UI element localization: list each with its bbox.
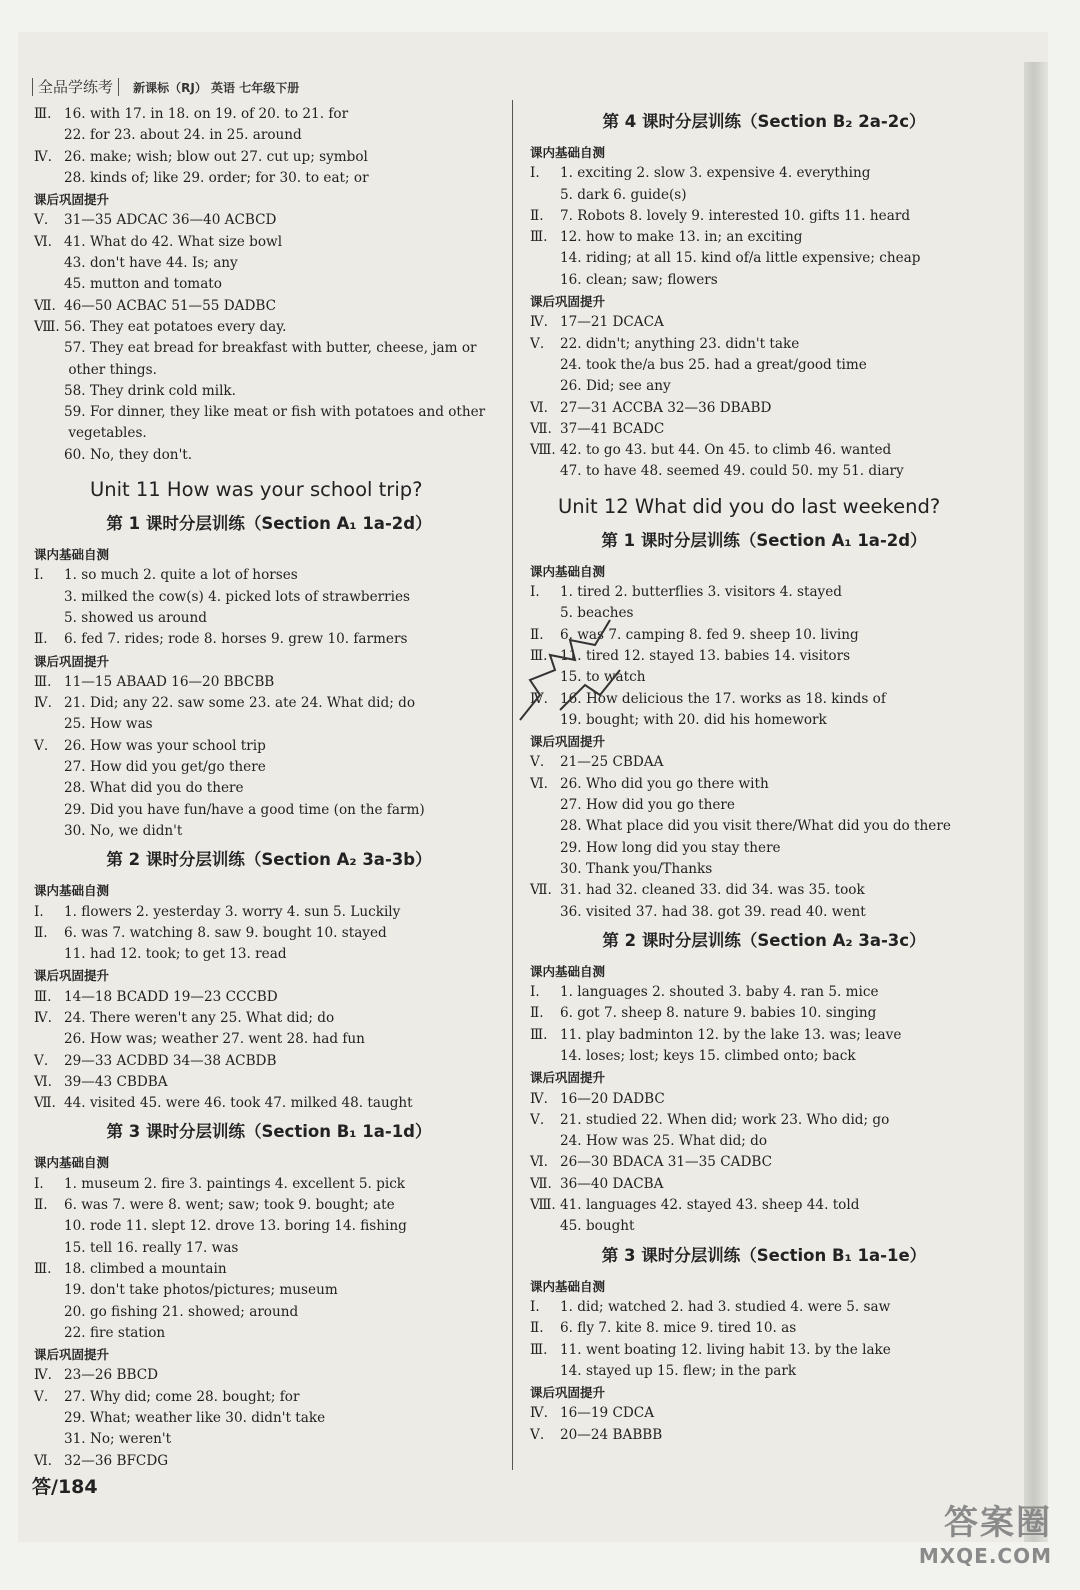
row-answers: 19. don't take photos/pictures; museum	[64, 1282, 338, 1299]
row-answers: 27—31 ACCBA 32—36 DBABD	[560, 399, 772, 416]
subsection-heading: 课后巩固提升	[34, 1347, 110, 1363]
subsection-heading: 课内基础自测	[34, 1155, 110, 1171]
row-answers: 12. how to make 13. in; an exciting	[560, 229, 803, 246]
row-answers: 27. How did you go there	[560, 797, 735, 814]
book-brand: 全品学练考	[32, 78, 119, 96]
answer-row	[530, 1195, 998, 1216]
row-answers: 24. How was 25. What did; do	[560, 1133, 768, 1150]
row-answers: 14. riding; at all 15. kind of/a little expensive; cheap	[560, 250, 921, 267]
row-answers: 10. rode 11. slept 12. drove 13. boring 14. fishing	[64, 1218, 407, 1235]
answer-row	[34, 1280, 504, 1301]
unit-title: Unit 12 What did you do last weekend?	[558, 494, 941, 518]
row-answers: 1. did; watched 2. had 3. studied 4. were 5. saw	[560, 1298, 891, 1315]
row-answers: 25. How was	[64, 716, 153, 733]
answer-row	[34, 381, 504, 402]
row-numeral: Ⅱ.	[34, 631, 48, 648]
row-answers: 23—26 BBCD	[64, 1367, 159, 1384]
answer-row	[34, 1072, 504, 1093]
answer-row	[34, 757, 504, 778]
answer-row	[530, 227, 998, 248]
answer-row	[34, 296, 504, 317]
row-numeral: Ⅴ.	[530, 1426, 545, 1443]
lesson-heading: 第 2 课时分层训练（Section A₂ 3a-3b）	[106, 850, 432, 870]
row-answers: 26. Did; see any	[560, 378, 671, 395]
answer-row	[34, 1093, 504, 1114]
row-numeral: Ⅴ.	[530, 1111, 545, 1128]
row-answers: 22. fire station	[64, 1324, 166, 1341]
row-answers: 6. fly 7. kite 8. mice 9. tired 10. as	[560, 1320, 797, 1337]
answer-row	[34, 693, 504, 714]
row-answers: 27. Why did; come 28. bought; for	[64, 1388, 300, 1405]
row-numeral: Ⅷ.	[530, 1197, 556, 1214]
row-answers: 3. milked the cow(s) 4. picked lots of strawberries	[64, 588, 410, 605]
page-number: 答/184	[32, 1476, 98, 1498]
row-answers: 28. kinds of; like 29. order; for 30. to eat; or	[64, 169, 369, 186]
answer-row	[530, 816, 998, 837]
row-answers: 36—40 DACBA	[560, 1175, 664, 1192]
unit-title: Unit 11 How was your school trip?	[90, 478, 423, 502]
row-numeral: Ⅶ.	[34, 297, 56, 314]
subsection-heading: 课内基础自测	[34, 547, 110, 563]
answer-row	[530, 1152, 998, 1173]
row-answers: 41. What do 42. What size bowl	[64, 233, 283, 250]
row-answers: 26. Who did you go there with	[560, 775, 769, 792]
answer-row	[34, 778, 504, 799]
answer-row	[34, 1387, 504, 1408]
row-answers: 20—24 BABBB	[560, 1426, 663, 1443]
row-answers: 22. didn't; anything 23. didn't take	[560, 335, 800, 352]
page-header	[32, 76, 299, 97]
row-answers: 46—50 ACBAC 51—55 DADBC	[64, 297, 277, 314]
row-answers: 36. visited 37. had 38. got 39. read 40. went	[560, 903, 866, 920]
row-answers: 1. exciting 2. slow 3. expensive 4. everything	[560, 165, 871, 182]
row-numeral: Ⅲ.	[34, 988, 52, 1005]
row-answers: 57. They eat bread for breakfast with butter, cheese, jam or	[64, 340, 477, 357]
row-answers: 1. flowers 2. yesterday 3. worry 4. sun 5. Luckily	[64, 903, 401, 920]
lesson-heading: 第 4 课时分层训练（Section B₂ 2a-2c）	[602, 112, 926, 131]
answer-row	[34, 565, 504, 586]
row-numeral: Ⅱ.	[530, 626, 544, 643]
subsection-heading: 课后巩固提升	[530, 294, 606, 310]
watermark-url: MXQE.COM	[918, 1544, 1052, 1568]
answer-row	[34, 1238, 504, 1259]
row-answers: 6. got 7. sheep 8. nature 9. babies 10. singing	[560, 1005, 877, 1022]
row-answers: 28. What did you do there	[64, 780, 244, 797]
row-numeral: Ⅶ.	[34, 1095, 56, 1112]
row-answers: 31—35 ADCAC 36—40 ACBCD	[64, 212, 277, 229]
row-numeral: Ⅱ.	[530, 1005, 544, 1022]
answer-row	[34, 1259, 504, 1280]
watermark-logo: 答案圈	[944, 1503, 1052, 1543]
answer-row	[530, 1174, 998, 1195]
row-answers: 20. go fishing 21. showed; around	[64, 1303, 299, 1320]
answer-row	[34, 714, 504, 735]
row-answers: 19. bought; with 20. did his homework	[560, 711, 827, 728]
answer-row	[34, 1365, 504, 1386]
answer-row	[34, 672, 504, 693]
row-numeral: Ⅰ.	[34, 903, 44, 920]
subsection-heading: 课内基础自测	[530, 963, 606, 979]
row-numeral: Ⅰ.	[34, 1175, 44, 1192]
row-answers: 6. fed 7. rides; rode 8. horses 9. grew 10. farmers	[64, 631, 408, 648]
row-numeral: Ⅲ.	[34, 106, 52, 122]
row-numeral: Ⅳ.	[34, 148, 52, 165]
answer-row	[34, 210, 504, 231]
answer-row	[34, 902, 504, 923]
page-edge	[1024, 62, 1048, 1542]
subsection-heading: 课后巩固提升	[530, 1385, 606, 1401]
row-answers: 30. Thank you/Thanks	[560, 860, 713, 877]
answer-row	[34, 608, 504, 629]
answer-row	[530, 902, 998, 923]
subsection-heading: 课后巩固提升	[530, 734, 606, 750]
row-answers: 1. languages 2. shouted 3. baby 4. ran 5. mice	[560, 984, 879, 1001]
row-answers: 14—18 BCADD 19—23 CCCBD	[64, 988, 278, 1005]
subsection-heading: 课内基础自测	[530, 145, 606, 160]
row-numeral: Ⅱ.	[34, 1197, 48, 1214]
row-numeral: Ⅰ.	[34, 567, 44, 584]
row-answers: 60. No, they don't.	[64, 446, 193, 463]
answer-row	[34, 1302, 504, 1323]
answer-row	[530, 419, 998, 440]
row-numeral: Ⅴ.	[530, 754, 545, 771]
subsection-heading: 课内基础自测	[530, 1278, 606, 1294]
row-answers: 45. mutton and tomato	[64, 276, 222, 293]
lesson-heading: 第 1 课时分层训练（Section A₁ 1a-2d）	[601, 530, 927, 550]
answer-row	[530, 1025, 998, 1046]
subsection-heading: 课后巩固提升	[34, 653, 110, 669]
row-answers: 59. For dinner, they like meat or fish with potatoes and other	[64, 404, 486, 421]
answer-row	[530, 1361, 998, 1382]
answer-row	[34, 1029, 504, 1050]
answer-row	[530, 1089, 998, 1110]
row-answers: 42. to go 43. but 44. On 45. to climb 46. wanted	[560, 442, 892, 459]
row-numeral: Ⅳ.	[34, 695, 52, 712]
row-answers: 31. No; weren't	[64, 1431, 172, 1448]
row-numeral: Ⅶ.	[530, 882, 552, 899]
row-answers: 41. languages 42. stayed 43. sheep 44. told	[560, 1197, 860, 1214]
answer-row	[34, 1216, 504, 1237]
row-answers: 21. studied 22. When did; work 23. Who did; go	[560, 1111, 890, 1128]
row-numeral: Ⅵ.	[530, 399, 548, 416]
answer-row	[34, 147, 504, 168]
row-answers: 43. don't have 44. Is; any	[64, 255, 238, 272]
row-numeral: Ⅰ.	[530, 165, 540, 182]
column-divider	[512, 100, 513, 1470]
row-answers: 16—20 DADBC	[560, 1090, 665, 1107]
row-numeral: Ⅵ.	[34, 1073, 52, 1090]
answer-row	[530, 774, 998, 795]
row-numeral: Ⅰ.	[530, 984, 540, 1001]
row-answers: vegetables.	[64, 425, 147, 442]
row-answers: 16. with 17. in 18. on 19. of 20. to 21. for	[64, 106, 349, 122]
row-numeral: Ⅳ.	[530, 314, 548, 331]
row-answers: 29—33 ACDBD 34—38 ACBDB	[64, 1052, 277, 1069]
answer-row	[530, 355, 998, 376]
row-numeral: Ⅲ.	[34, 673, 52, 690]
answer-row	[530, 376, 998, 397]
answer-row	[530, 270, 998, 291]
row-answers: 15. tell 16. really 17. was	[64, 1239, 239, 1256]
answer-row	[530, 1110, 998, 1131]
row-answers: 24. There weren't any 25. What did; do	[64, 1009, 335, 1026]
answer-row	[34, 423, 504, 444]
answer-row	[34, 402, 504, 423]
answer-row	[530, 1403, 998, 1424]
row-answers: 29. What; weather like 30. didn't take	[64, 1410, 326, 1427]
book-meta: 新课标（RJ） 英语 七年级下册	[133, 81, 300, 95]
row-numeral: Ⅵ.	[530, 775, 548, 792]
row-answers: 17—21 DCACA	[560, 314, 664, 331]
row-numeral: Ⅱ.	[530, 207, 544, 224]
row-numeral: Ⅲ.	[530, 229, 548, 246]
row-answers: 6. was 7. watching 8. saw 9. bought 10. stayed	[64, 924, 387, 941]
row-answers: 5. beaches	[560, 605, 634, 622]
lesson-heading: 第 1 课时分层训练（Section A₁ 1a-2d）	[106, 514, 432, 534]
row-numeral: Ⅴ.	[34, 212, 49, 229]
answer-row	[34, 1408, 504, 1429]
answer-row	[530, 1003, 998, 1024]
row-answers: 14. loses; lost; keys 15. climbed onto; back	[560, 1047, 856, 1064]
row-numeral: Ⅲ.	[530, 1026, 548, 1043]
answer-row	[34, 1429, 504, 1450]
answer-row	[530, 752, 998, 773]
subsection-heading: 课后巩固提升	[530, 1070, 606, 1086]
subsection-heading: 课后巩固提升	[34, 968, 110, 984]
answer-row	[34, 587, 504, 608]
row-answers: 27. How did you get/go there	[64, 759, 266, 776]
row-answers: 29. How long did you stay there	[560, 839, 781, 856]
row-answers: 31. had 32. cleaned 33. did 34. was 35. took	[560, 882, 865, 899]
row-numeral: Ⅶ.	[530, 420, 552, 437]
row-answers: 26. How was; weather 27. went 28. had fun	[64, 1031, 365, 1048]
row-numeral: Ⅵ.	[530, 1154, 548, 1171]
row-numeral: Ⅷ.	[530, 442, 556, 459]
row-answers: 22. for 23. about 24. in 25. around	[64, 127, 302, 144]
answer-row	[34, 1051, 504, 1072]
answer-row	[530, 1131, 998, 1152]
answer-row	[530, 248, 998, 269]
row-numeral: Ⅷ.	[34, 318, 60, 335]
row-answers: 11. went boating 12. living habit 13. by the lake	[560, 1341, 891, 1358]
answer-row	[34, 1451, 504, 1472]
row-answers: 47. to have 48. seemed 49. could 50. my 51. diary	[560, 463, 904, 480]
row-numeral: Ⅴ.	[34, 1052, 49, 1069]
row-answers: 11. play badminton 12. by the lake 13. was; leave	[560, 1026, 902, 1043]
row-answers: 16—19 CDCA	[560, 1405, 655, 1422]
row-answers: 26. make; wish; blow out 27. cut up; symbol	[64, 148, 368, 165]
answer-row	[530, 185, 998, 206]
answer-row	[530, 461, 998, 482]
row-numeral: Ⅵ.	[34, 1452, 52, 1469]
answer-row	[34, 1174, 504, 1195]
answer-row	[34, 923, 504, 944]
row-numeral: Ⅱ.	[530, 1320, 544, 1337]
row-numeral: Ⅰ.	[530, 1298, 540, 1315]
answer-row	[34, 987, 504, 1008]
answer-row	[34, 1195, 504, 1216]
row-numeral: Ⅴ.	[34, 737, 49, 754]
row-answers: 6. was 7. were 8. went; saw; took 9. bought; ate	[64, 1197, 395, 1214]
answer-row	[530, 163, 998, 184]
row-numeral: Ⅴ.	[34, 1388, 49, 1405]
row-numeral: Ⅲ.	[530, 1341, 548, 1358]
row-numeral: Ⅳ.	[530, 1405, 548, 1422]
row-numeral: Ⅶ.	[530, 1175, 552, 1192]
row-answers: 26—30 BDACA 31—35 CADBC	[560, 1154, 773, 1171]
row-answers: 1. so much 2. quite a lot of horses	[64, 567, 298, 584]
row-answers: 39—43 CBDBA	[64, 1073, 168, 1090]
answer-row	[530, 334, 998, 355]
row-numeral: Ⅳ.	[530, 690, 548, 707]
row-answers: 18. climbed a mountain	[64, 1260, 227, 1277]
answer-row	[34, 1323, 504, 1344]
row-answers: 37—41 BCADC	[560, 420, 665, 437]
answer-row	[530, 880, 998, 901]
row-answers: 16. clean; saw; flowers	[560, 271, 718, 288]
row-numeral: Ⅰ.	[530, 584, 540, 601]
answer-row	[34, 317, 504, 338]
row-answers: 1. tired 2. butterflies 3. visitors 4. stayed	[560, 584, 842, 601]
handwritten-scribble	[500, 600, 660, 750]
subsection-heading: 课后巩固提升	[34, 192, 110, 208]
answer-row	[530, 1340, 998, 1361]
subsection-heading: 课内基础自测	[530, 563, 606, 579]
row-answers: 7. Robots 8. lovely 9. interested 10. gifts 11. heard	[560, 207, 911, 224]
watermark	[919, 1495, 1052, 1568]
row-numeral: Ⅳ.	[34, 1367, 52, 1384]
answer-row	[34, 125, 504, 146]
answer-row	[34, 944, 504, 965]
answer-row	[530, 1318, 998, 1339]
answer-row	[530, 398, 998, 419]
left-column	[34, 104, 504, 1472]
answer-row	[530, 1046, 998, 1067]
answer-row	[34, 821, 504, 842]
answer-row	[530, 982, 998, 1003]
row-answers: 56. They eat potatoes every day.	[64, 318, 287, 335]
lesson-heading: 第 2 课时分层训练（Section A₂ 3a-3c）	[602, 930, 926, 950]
answer-row	[530, 206, 998, 227]
row-answers: 29. Did you have fun/have a good time (on the farm)	[64, 801, 425, 818]
row-answers: 5. showed us around	[64, 609, 207, 626]
row-answers: 44. visited 45. were 46. took 47. milked 48. taught	[64, 1095, 413, 1112]
row-answers: other things.	[64, 361, 157, 378]
answer-row	[530, 1216, 998, 1237]
row-numeral: Ⅱ.	[34, 924, 48, 941]
lesson-heading: 第 3 课时分层训练（Section B₁ 1a-1e）	[601, 1245, 927, 1265]
answer-row	[530, 795, 998, 816]
answer-row	[34, 445, 504, 466]
answer-row	[34, 736, 504, 757]
answer-row	[34, 1008, 504, 1029]
row-answers: 30. No, we didn't	[64, 822, 183, 839]
answer-row	[34, 232, 504, 253]
row-answers: 28. What place did you visit there/What did you do there	[560, 818, 951, 835]
row-answers: 15. to watch	[560, 669, 646, 686]
lesson-heading: 第 3 课时分层训练（Section B₁ 1a-1d）	[106, 1122, 432, 1142]
row-answers: 24. took the/a bus 25. had a great/good time	[560, 356, 867, 373]
row-numeral: Ⅴ.	[530, 335, 545, 352]
answer-row	[34, 253, 504, 274]
answer-row	[530, 838, 998, 859]
answer-row	[34, 274, 504, 295]
row-answers: 5. dark 6. guide(s)	[560, 186, 687, 203]
answer-row	[34, 800, 504, 821]
answer-row	[530, 440, 998, 461]
row-numeral: Ⅲ.	[34, 1260, 52, 1277]
row-answers: 11. tired 12. stayed 13. babies 14. visitors	[560, 647, 851, 664]
answer-row	[530, 1297, 998, 1318]
answer-row	[34, 360, 504, 381]
answer-row	[530, 1425, 998, 1446]
row-numeral: Ⅵ.	[34, 233, 52, 250]
answer-row	[34, 168, 504, 189]
row-answers: 45. bought	[560, 1218, 635, 1235]
row-answers: 1. museum 2. fire 3. paintings 4. excellent 5. pick	[64, 1175, 406, 1192]
row-answers: 16. How delicious the 17. works as 18. kinds of	[560, 690, 886, 707]
row-answers: 21. Did; any 22. saw some 23. ate 24. What did; do	[64, 695, 416, 712]
row-answers: 26. How was your school trip	[64, 737, 266, 754]
row-answers: 14. stayed up 15. flew; in the park	[560, 1362, 797, 1379]
answer-row	[530, 859, 998, 880]
right-column	[530, 104, 998, 1446]
row-answers: 21—25 CBDAA	[560, 754, 664, 771]
row-answers: 32—36 BFCDG	[64, 1452, 169, 1469]
row-answers: 11—15 ABAAD 16—20 BBCBB	[64, 673, 275, 690]
row-numeral: Ⅲ.	[530, 647, 548, 664]
answer-row	[530, 312, 998, 333]
answer-row	[34, 104, 504, 125]
row-numeral: Ⅳ.	[34, 1009, 52, 1026]
row-answers: 11. had 12. took; to get 13. read	[64, 946, 287, 963]
answer-row	[34, 338, 504, 359]
row-answers: 58. They drink cold milk.	[64, 382, 236, 399]
subsection-heading: 课内基础自测	[34, 883, 110, 899]
answer-row	[34, 629, 504, 650]
row-answers: 6. was 7. camping 8. fed 9. sheep 10. living	[560, 626, 859, 643]
row-numeral: Ⅳ.	[530, 1090, 548, 1107]
